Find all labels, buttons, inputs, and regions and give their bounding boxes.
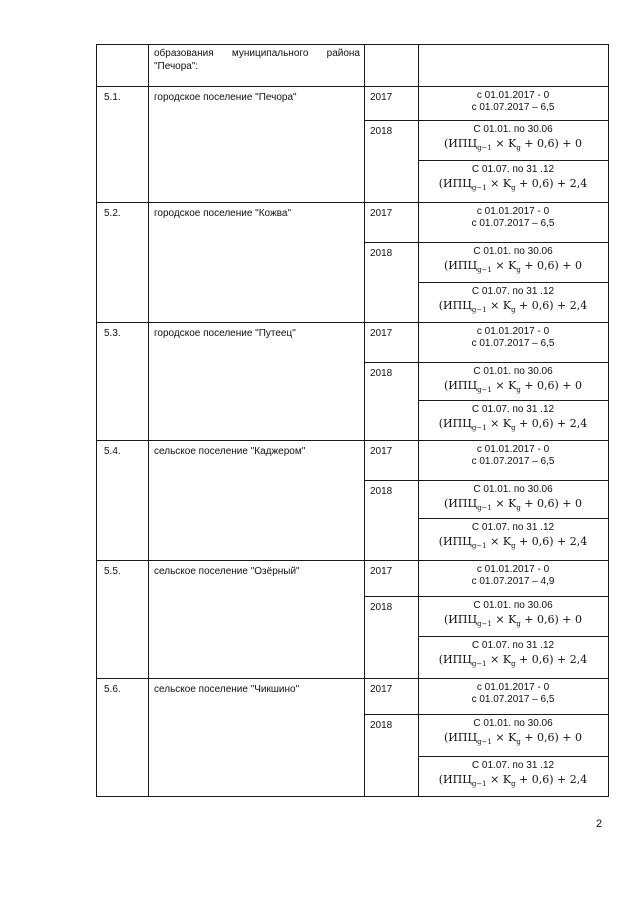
formula-tail: + 0,6) + — [515, 773, 570, 786]
tariff-formula — [418, 379, 608, 393]
table-vertical-rule — [96, 44, 97, 796]
formula-cpi-subscript: g−1 — [477, 738, 492, 746]
formula-tail: + 0,6) + — [515, 535, 570, 548]
formula-cpi-subscript: g−1 — [471, 542, 487, 550]
formula-tail: + 0,6) + — [515, 417, 570, 430]
table-horizontal-rule — [418, 282, 609, 283]
period-second-half: С 01.07. по 31 .12 — [471, 522, 555, 533]
formula-k: × K — [491, 613, 517, 626]
period-first-half: С 01.01. по 30.06 — [473, 718, 553, 729]
tariff-2017-line2: с 01.07.2017 – 6,5 — [471, 694, 555, 705]
formula-cpi-subscript: g−1 — [477, 504, 492, 512]
formula-tail: + 0,6) + — [515, 177, 570, 190]
formula-cpi: (ИПЦ — [443, 379, 478, 392]
formula-addend: 0 — [575, 497, 583, 510]
year-2018: 2018 — [370, 126, 393, 137]
formula-cpi: (ИПЦ — [443, 259, 478, 272]
settlement-name: городское поселение "Печора" — [154, 92, 297, 103]
formula-k-subscript: g — [511, 424, 516, 432]
formula-addend: 2,4 — [569, 299, 588, 312]
tariff-2017-line1: с 01.01.2017 - 0 — [476, 326, 550, 337]
tariff-formula — [418, 259, 608, 273]
formula-cpi: (ИПЦ — [438, 177, 472, 190]
row-number: 5.3. — [104, 328, 121, 339]
table-horizontal-rule — [96, 86, 609, 87]
tariff-2017-line2: с 01.07.2017 – 6,5 — [471, 338, 555, 349]
formula-cpi: (ИПЦ — [438, 417, 472, 430]
formula-cpi: (ИПЦ — [438, 299, 472, 312]
formula-cpi: (ИПЦ — [438, 773, 472, 786]
tariff-2017-line2: с 01.07.2017 – 4,9 — [471, 576, 555, 587]
table-vertical-rule — [608, 44, 609, 796]
formula-addend: 2,4 — [569, 177, 588, 190]
tariff-formula — [418, 137, 608, 151]
table-horizontal-rule — [364, 362, 609, 363]
period-second-half: С 01.07. по 31 .12 — [471, 404, 555, 415]
settlement-name: городское поселение "Кожва" — [154, 208, 291, 219]
tariff-2017-line2: с 01.07.2017 – 6,5 — [471, 102, 555, 113]
formula-k-subscript: g — [511, 306, 516, 314]
table-horizontal-rule — [364, 714, 609, 715]
formula-tail: + 0,6) + — [515, 653, 570, 666]
formula-k-subscript: g — [511, 780, 516, 788]
formula-k: × K — [491, 379, 517, 392]
page-number: 2 — [596, 818, 603, 830]
table-horizontal-rule — [418, 400, 609, 401]
formula-k: × K — [486, 653, 512, 666]
formula-k-subscript: g — [516, 620, 521, 628]
formula-cpi-subscript: g−1 — [477, 266, 492, 274]
formula-k-subscript: g — [516, 504, 521, 512]
tariff-formula — [418, 653, 608, 667]
settlement-name: сельское поселение "Чикшино" — [154, 684, 300, 695]
intro-word: образования — [154, 48, 214, 59]
formula-addend: 0 — [575, 379, 583, 392]
tariff-formula — [418, 731, 608, 745]
formula-addend: 0 — [575, 731, 583, 744]
table-vertical-rule — [364, 44, 365, 796]
year-2017: 2017 — [370, 446, 393, 457]
formula-tail: + 0,6) + — [520, 731, 576, 744]
table-horizontal-rule — [364, 480, 609, 481]
year-2018: 2018 — [370, 248, 393, 259]
table-horizontal-rule — [96, 202, 609, 203]
year-2017: 2017 — [370, 566, 393, 577]
row-number: 5.2. — [104, 208, 121, 219]
formula-k: × K — [491, 137, 517, 150]
formula-tail: + 0,6) + — [515, 299, 570, 312]
formula-cpi: (ИПЦ — [443, 137, 478, 150]
formula-k-subscript: g — [511, 660, 516, 668]
tariff-formula — [418, 299, 608, 313]
formula-tail: + 0,6) + — [520, 137, 576, 150]
year-2017: 2017 — [370, 208, 393, 219]
settlement-name: городское поселение "Путеец" — [154, 328, 296, 339]
year-2017: 2017 — [370, 328, 393, 339]
period-second-half: С 01.07. по 31 .12 — [471, 640, 555, 651]
table-horizontal-rule — [96, 322, 609, 323]
formula-cpi-subscript: g−1 — [471, 306, 487, 314]
period-second-half: С 01.07. по 31 .12 — [471, 286, 555, 297]
formula-k: × K — [486, 535, 512, 548]
period-first-half: С 01.01. по 30.06 — [473, 246, 553, 257]
row-number: 5.1. — [104, 92, 121, 103]
formula-addend: 0 — [575, 259, 583, 272]
formula-cpi: (ИПЦ — [443, 497, 478, 510]
period-second-half: С 01.07. по 31 .12 — [471, 760, 555, 771]
table-horizontal-rule — [364, 242, 609, 243]
formula-cpi-subscript: g−1 — [471, 660, 487, 668]
tariff-2017-line1: с 01.01.2017 - 0 — [476, 206, 550, 217]
table-horizontal-rule — [96, 560, 609, 561]
year-2017: 2017 — [370, 684, 393, 695]
tariff-formula — [418, 613, 608, 627]
intro-word: муниципального — [231, 48, 309, 59]
formula-k: × K — [486, 299, 512, 312]
formula-cpi-subscript: g−1 — [471, 184, 487, 192]
formula-cpi-subscript: g−1 — [477, 620, 492, 628]
year-2018: 2018 — [370, 602, 393, 613]
formula-cpi-subscript: g−1 — [471, 780, 487, 788]
table-horizontal-rule — [96, 44, 609, 45]
table-horizontal-rule — [418, 756, 609, 757]
formula-k-subscript: g — [511, 184, 516, 192]
row-number: 5.4. — [104, 446, 121, 457]
formula-k: × K — [486, 417, 512, 430]
settlement-name: сельское поселение "Озёрный" — [154, 566, 300, 577]
formula-k: × K — [491, 497, 517, 510]
table-horizontal-rule — [364, 596, 609, 597]
formula-addend: 2,4 — [569, 773, 588, 786]
tariff-formula — [418, 535, 608, 549]
formula-k-subscript: g — [516, 386, 521, 394]
period-first-half: С 01.01. по 30.06 — [473, 484, 553, 495]
settlement-name: сельское поселение "Каджером" — [154, 446, 306, 457]
intro-word: района — [326, 48, 360, 59]
year-2018: 2018 — [370, 486, 393, 497]
formula-addend: 2,4 — [569, 653, 588, 666]
tariff-formula — [418, 497, 608, 511]
table-horizontal-rule — [418, 518, 609, 519]
period-first-half: С 01.01. по 30.06 — [473, 366, 553, 377]
formula-cpi-subscript: g−1 — [477, 144, 492, 152]
table-horizontal-rule — [418, 636, 609, 637]
row-number: 5.6. — [104, 684, 121, 695]
formula-addend: 0 — [575, 137, 583, 150]
formula-k: × K — [486, 177, 512, 190]
tariff-2017-line2: с 01.07.2017 – 6,5 — [471, 456, 555, 467]
formula-k-subscript: g — [516, 144, 521, 152]
formula-k-subscript: g — [516, 738, 521, 746]
formula-k: × K — [491, 259, 517, 272]
tariff-formula — [418, 177, 608, 191]
formula-k: × K — [491, 731, 517, 744]
table-vertical-rule — [418, 44, 419, 796]
table-horizontal-rule — [96, 440, 609, 441]
formula-cpi: (ИПЦ — [438, 535, 472, 548]
table-horizontal-rule — [364, 120, 609, 121]
tariff-2017-line1: с 01.01.2017 - 0 — [476, 90, 550, 101]
intro-cell-text — [154, 48, 360, 73]
table-horizontal-rule — [418, 160, 609, 161]
table-horizontal-rule — [96, 796, 609, 797]
formula-tail: + 0,6) + — [520, 379, 576, 392]
tariff-2017-line1: с 01.01.2017 - 0 — [476, 564, 550, 575]
formula-cpi: (ИПЦ — [443, 613, 478, 626]
tariff-2017-line1: с 01.01.2017 - 0 — [476, 682, 550, 693]
formula-cpi: (ИПЦ — [438, 653, 472, 666]
formula-k-subscript: g — [516, 266, 521, 274]
tariff-2017-line1: с 01.01.2017 - 0 — [476, 444, 550, 455]
row-number: 5.5. — [104, 566, 121, 577]
formula-cpi-subscript: g−1 — [477, 386, 492, 394]
formula-k-subscript: g — [511, 542, 516, 550]
year-2017: 2017 — [370, 92, 393, 103]
tariff-formula — [418, 773, 608, 787]
tariff-2017-line2: с 01.07.2017 – 6,5 — [471, 218, 555, 229]
formula-addend: 2,4 — [569, 417, 588, 430]
year-2018: 2018 — [370, 720, 393, 731]
formula-k: × K — [486, 773, 512, 786]
year-2018: 2018 — [370, 368, 393, 379]
formula-addend: 2,4 — [569, 535, 588, 548]
formula-tail: + 0,6) + — [520, 613, 576, 626]
formula-addend: 0 — [575, 613, 583, 626]
intro-line2: "Печора": — [154, 60, 199, 72]
formula-cpi: (ИПЦ — [443, 731, 478, 744]
period-first-half: С 01.01. по 30.06 — [473, 600, 553, 611]
period-first-half: С 01.01. по 30.06 — [473, 124, 553, 135]
formula-tail: + 0,6) + — [520, 259, 576, 272]
formula-tail: + 0,6) + — [520, 497, 576, 510]
table-vertical-rule — [148, 44, 149, 796]
formula-cpi-subscript: g−1 — [471, 424, 487, 432]
table-horizontal-rule — [96, 678, 609, 679]
tariff-formula — [418, 417, 608, 431]
period-second-half: С 01.07. по 31 .12 — [471, 164, 555, 175]
